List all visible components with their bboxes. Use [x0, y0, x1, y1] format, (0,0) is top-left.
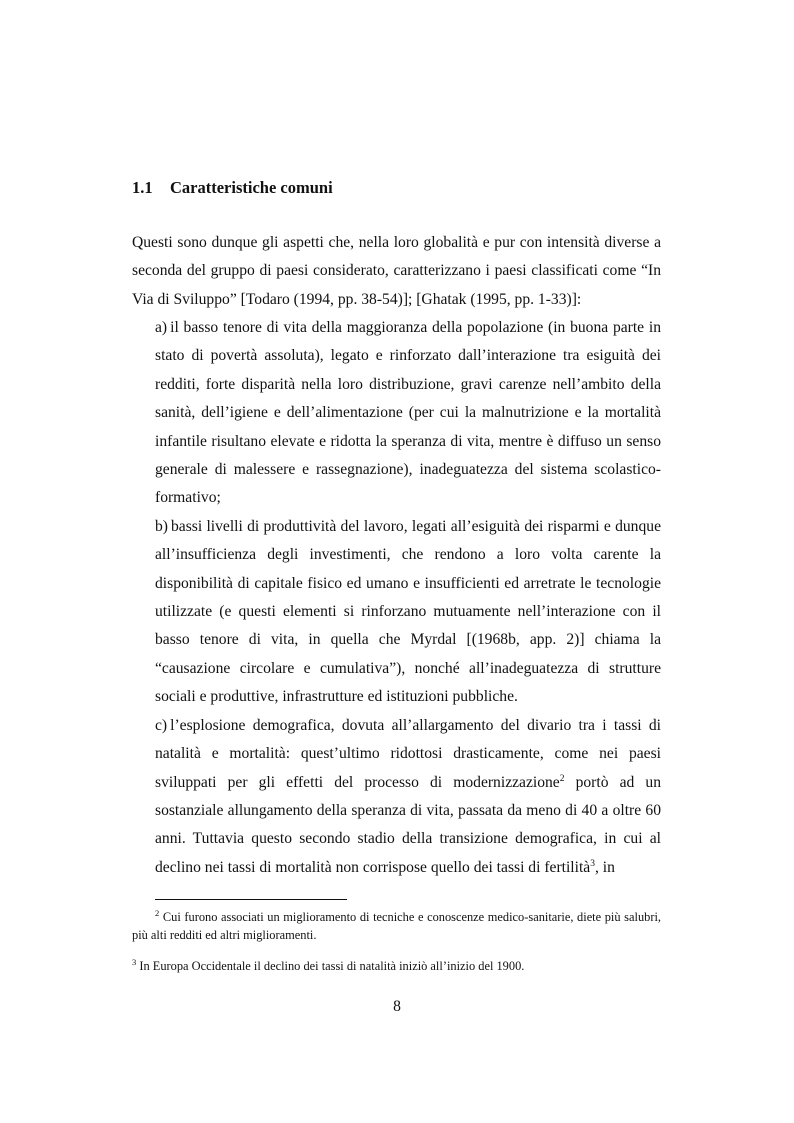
page-number: 8	[393, 998, 401, 1015]
list-item-text: l’esplosione demografica, dovuta all’allargamento del divario tra i tassi di natalità e mortalità: quest’ultimo ridottosi drasticamente, come nei paesi sviluppati per gli effetti del processo di modernizzazione	[155, 716, 661, 791]
section-heading	[132, 178, 333, 198]
footnote-number: 3	[132, 957, 137, 967]
list-item	[155, 513, 661, 712]
characteristics-list	[155, 314, 661, 882]
section-title: Caratteristiche comuni	[170, 178, 333, 197]
list-marker: a)	[155, 319, 168, 336]
list-item	[155, 314, 661, 513]
footnote	[132, 908, 661, 944]
list-marker: c)	[155, 716, 168, 734]
list-marker: b)	[155, 517, 168, 535]
list-item	[155, 712, 661, 882]
intro-paragraph: Questi sono dunque gli aspetti che, nella loro globalità e pur con intensità diverse a seconda del gruppo di paesi considerato, caratterizzano i paesi classificati come “In Via di Sviluppo” [Todaro (1994, pp. 38-54)]; [Ghatak (1995, pp. 1-33)]:	[132, 234, 661, 308]
list-item-text: il basso tenore di vita della maggioranza della popolazione (in buona parte in stato di povertà assoluta), legato e rinforzato dall’interazione tra esiguità dei redditi, forte disparità nella loro distribuzione, gravi carenze nell’ambito della sanità, dell’igiene e dell’alimentazione (per cui la malnutrizione e la mortalità infantile risultano elevate e ridotta la speranza di vita, mentre è diffuso un senso generale di malessere e rassegnazione), inadeguatezza del sistema scolastico-formativo;	[155, 319, 661, 507]
footnote-text: Cui furono associati un miglioramento di tecniche e conoscenze medico-sanitarie, diete più salubri, più alti redditi ed altri miglioramenti.	[132, 910, 661, 942]
footnote-number: 2	[155, 908, 160, 918]
footnote-divider	[155, 899, 347, 900]
list-item-text: portò ad un sostanziale allungamento della speranza di vita, passata da meno di 40 a oltre 60 anni. Tuttavia questo secondo stadio della transizione demografica, in cui al declino nei tassi di mortalità non corrispose quello dei tassi di fertilità	[155, 773, 661, 876]
section-number: 1.1	[132, 178, 153, 197]
footnote-reference[interactable]: 2	[559, 773, 565, 784]
list-item-text: , in	[594, 858, 615, 876]
list-item-text: bassi livelli di produttività del lavoro, legati all’esiguità dei risparmi e dunque all’insufficienza degli investimenti, che rendono a loro volta carente la disponibilità di capitale fisico ed umano e insufficienti ed arretrate le tecnologie utilizzate (e questi elementi si rinforzano mutuamente nell’interazione con il basso tenore di vita, in quella che Myrdal [(1968b, app. 2)] chiama la “causazione circolare e cumulativa”), nonché all’inadeguatezza di strutture sociali e produttive, infrastrutture ed istituzioni pubbliche.	[155, 517, 661, 706]
footnote	[132, 957, 661, 975]
footnote-reference[interactable]: 3	[590, 858, 595, 869]
footnote-text: In Europa Occidentale il declino dei tassi di natalità iniziò all’inizio del 1900.	[136, 959, 525, 973]
